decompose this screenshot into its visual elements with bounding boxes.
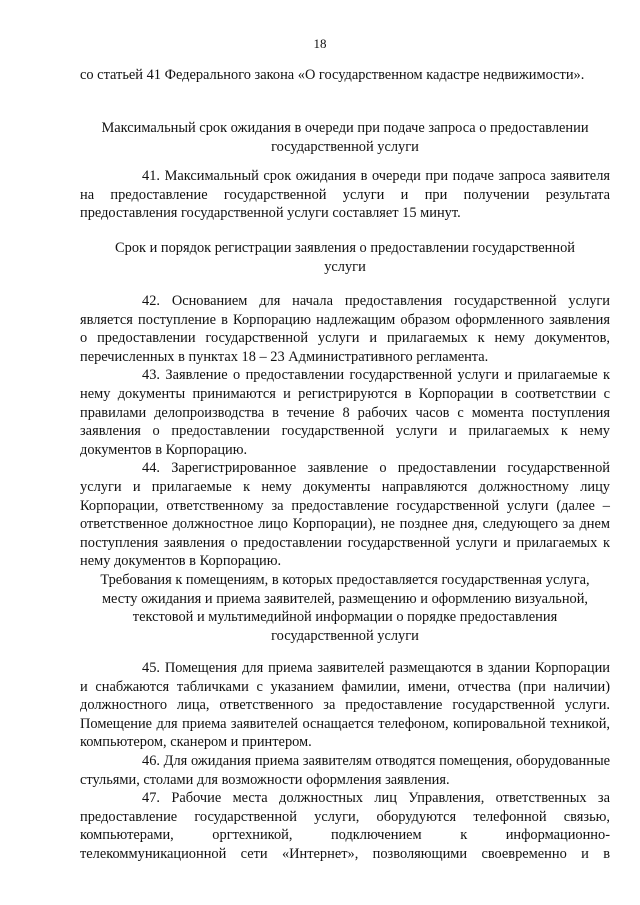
section-registration [80,239,610,276]
heading-registration: Срок и порядок регистрации заявления о предоставлении государственной услуги [115,240,575,275]
paragraph-45: 45. Помещения для приема заявителей размещаются в здании Корпорации и снабжаются табличками с указанием фамилии, имени, отчества (при наличии) должностного лица, ответственного за предоставление государственной услуги. Помещение для приема заявителей оснащается телефоном, копировальной техникой, компьютером, сканером и принтером. [80,660,610,751]
heading-queue-wait-time: Максимальный срок ожидания в очереди при подаче запроса о предоставлении государственной услуги [101,120,589,155]
document-body [80,66,610,85]
paragraph-43: 43. Заявление о предоставлении государственной услуги и прилагаемые к нему документы принимаются и регистрируются в Корпорации в соответствии с правилами делопроизводства в течение 8 рабочих часов с момента поступления заявления о предоставлении государственной услуги и прилагаемых к нему документов в Корпорацию. [80,367,610,458]
paragraph-47: 47. Рабочие места должностных лиц Управления, ответственных за предоставление государственной услуги, оборудуются телефонной связью, компьютерами, оргтехникой, подключением к информационно-телекоммуникационной сети «Интернет», позволяющими своевременно и в [80,790,610,862]
page-number: 18 [313,36,327,51]
section-premises [80,571,610,645]
paragraph-46: 46. Для ожидания приема заявителям отводятся помещения, оборудованные стульями, столами для возможности оформления заявления. [80,752,610,788]
paragraph-42: 42. Основанием для начала предоставления государственной услуги является поступление в Корпорацию надлежащим образом оформленного заявления о предоставлении государственной услуги и прилагаемых к нему документов, перечисленных в пунктах 18 – 23 Административного регламента. [80,293,610,365]
section-queue [80,119,610,156]
section-41 [80,167,610,223]
paragraph-41: 41. Максимальный срок ожидания в очереди при подаче запроса заявителя на предоставление государственной услуги и при получении результата предоставления государственной услуги составляет 15 минут. [80,168,610,222]
section-45-47 [80,659,610,864]
section-42-44 [80,292,610,571]
paragraph-continuation: со статьей 41 Федерального закона «О государственном кадастре недвижимости». [80,67,585,83]
paragraph-44: 44. Зарегистрированное заявление о предоставлении государственной услуги и прилагаемые к нему документы направляются должностному лицу Корпорации, ответственному за предоставление государственной услуги (далее – ответственное должностное лицо Корпорации), не позднее дня, следующего за днем поступления заявления о предоставлении государственной услуги и прилагаемых к нему документов в Корпорацию. [80,460,610,570]
heading-premises-requirements: Требования к помещениям, в которых предоставляется государственная услуга, месту ожидания и приема заявителей, размещению и оформлению визуальной, текстовой и мультимедийной информации о порядке предоставления государственной услуги [100,572,590,644]
